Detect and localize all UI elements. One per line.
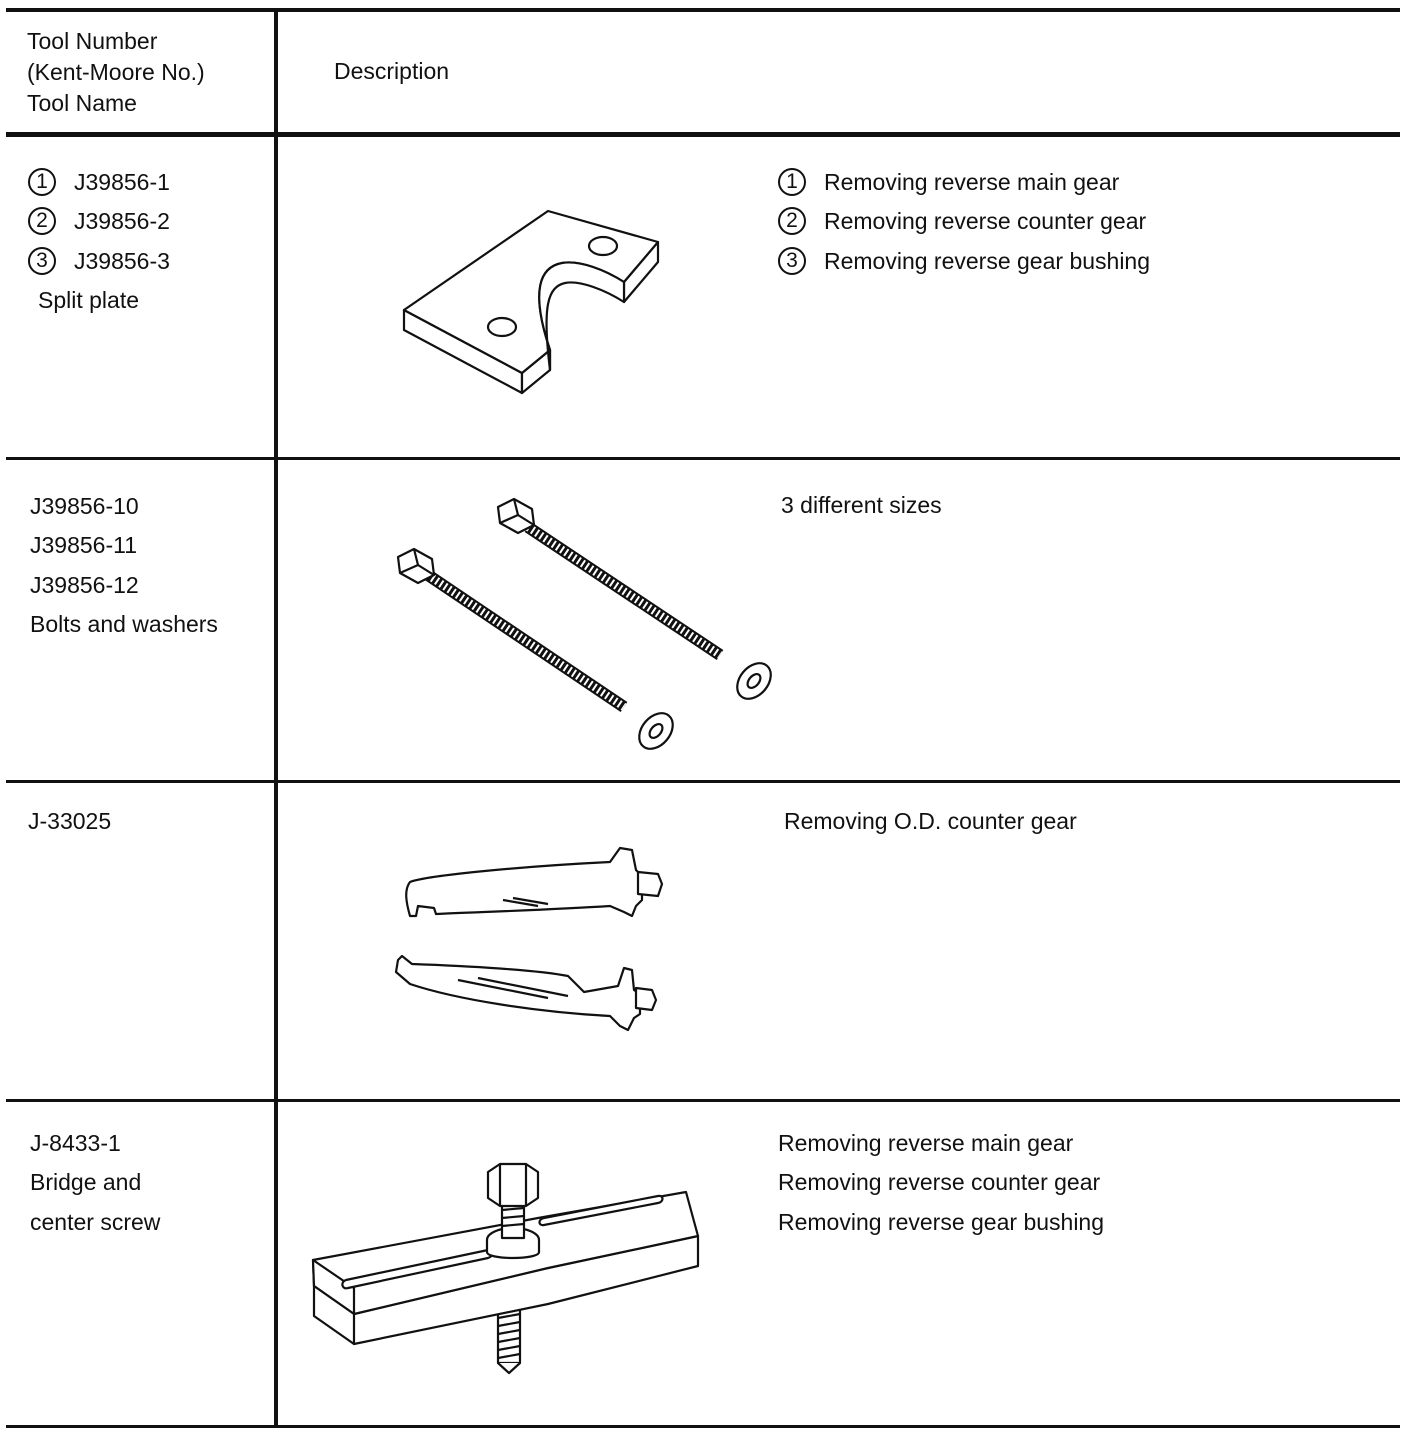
circled-number: 1 [28,168,56,196]
row4-desc-3: Removing reverse gear bushing [778,1208,1105,1235]
row2-tool-name: Bolts and washers [30,611,218,638]
row1-desc-3 [778,241,1150,281]
row-1-bottom-rule [6,457,1400,460]
row1-description [778,162,1150,281]
desc-text: Removing reverse main gear [824,168,1120,195]
header-bottom-rule [6,132,1400,137]
table-top-rule [6,8,1400,12]
desc-text: Removing reverse counter gear [824,208,1147,235]
circled-number: 2 [28,207,56,235]
puller-jaws-illustration [388,840,678,1040]
row2-tool-numbers [30,486,218,644]
row2-tool-3: J39856-12 [30,571,139,598]
row4-tool-number: J-8433-1 [30,1129,121,1156]
header-description: Description [334,58,450,84]
row1-tool-2 [28,202,170,242]
row4-tool-info [30,1123,160,1242]
header-tool-name-line: Tool Name [27,90,137,116]
header-tool-number-line: Tool Number [27,28,158,54]
row1-tool-1 [28,162,170,202]
tool-id: J39856-1 [74,168,170,195]
row3-tool-number: J-33025 [28,808,112,834]
row1-desc-1 [778,162,1150,202]
row1-tool-numbers [28,162,170,320]
circled-number: 2 [778,207,806,235]
row-3-bottom-rule [6,1099,1400,1102]
column-divider [274,10,278,1426]
row-2-bottom-rule [6,780,1400,783]
circled-number: 3 [778,247,806,275]
circled-number: 3 [28,247,56,275]
header-tool-number [27,27,205,120]
tool-id: J39856-2 [74,208,170,235]
desc-text: Removing reverse gear bushing [824,247,1151,274]
split-plate-illustration [400,205,670,400]
row2-description: 3 different sizes [781,492,942,518]
circled-number: 1 [778,168,806,196]
row2-tool-2: J39856-11 [30,532,137,559]
table-bottom-rule [6,1425,1400,1428]
row1-tool-name: Split plate [38,287,140,314]
bolts-and-washers-illustration [390,495,780,755]
row3-description: Removing O.D. counter gear [784,808,1077,834]
header-kent-moore-line: (Kent-Moore No.) [27,59,205,85]
tool-id: J39856-3 [74,247,170,274]
row1-tool-3 [28,241,170,281]
row4-desc-2: Removing reverse counter gear [778,1169,1101,1196]
row2-tool-1: J39856-10 [30,492,139,519]
row4-description [778,1123,1104,1242]
row1-desc-2 [778,202,1150,242]
bridge-and-center-screw-illustration [308,1158,703,1378]
row4-tool-name-line1: Bridge and [30,1169,142,1196]
row4-tool-name-line2: center screw [30,1208,161,1235]
row4-desc-1: Removing reverse main gear [778,1129,1074,1156]
